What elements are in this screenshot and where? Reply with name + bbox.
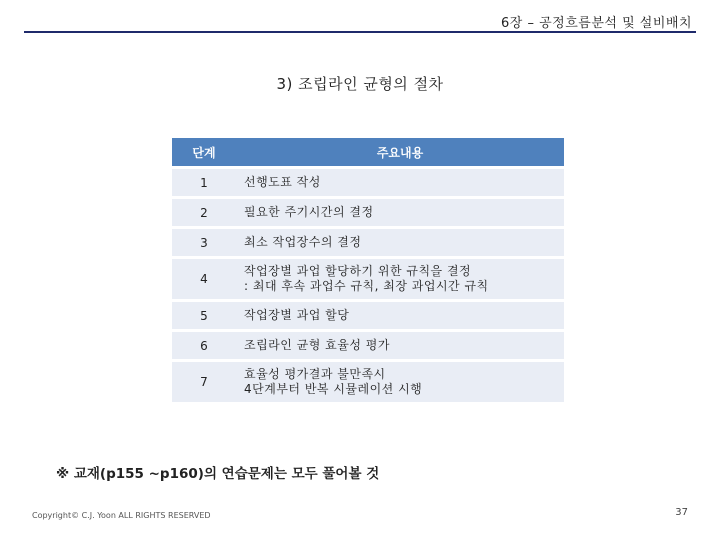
header-divider xyxy=(24,31,696,33)
chapter-title: 6장 – 공정흐름분석 및 설비배치 xyxy=(501,16,692,31)
procedure-table xyxy=(172,135,564,405)
step-content-line: 선행도표 작성 xyxy=(244,175,321,189)
table-row xyxy=(172,259,564,299)
step-content xyxy=(236,362,564,402)
page-number: 37 xyxy=(675,507,688,518)
step-content xyxy=(236,259,564,299)
step-content xyxy=(236,199,564,226)
table-row xyxy=(172,362,564,402)
step-content-line: 작업장별 과업 할당 xyxy=(244,308,350,322)
table-header-row xyxy=(172,138,564,166)
exercise-note: ※ 교재(p155 ~p160)의 연습문제는 모두 풀어볼 것 xyxy=(56,466,380,482)
step-number: 2 xyxy=(172,199,236,226)
step-content-line: 필요한 주기시간의 결정 xyxy=(244,205,374,219)
step-content xyxy=(236,302,564,329)
step-content-line: : 최대 후속 과업수 규칙, 최장 과업시간 규칙 xyxy=(244,279,489,293)
step-number: 6 xyxy=(172,332,236,359)
step-content-line: 최소 작업장수의 결정 xyxy=(244,235,362,249)
step-number: 3 xyxy=(172,229,236,256)
column-header-content: 주요내용 xyxy=(236,138,564,166)
step-content-line: 효율성 평가결과 불만족시 xyxy=(244,367,386,381)
step-content-line: 조립라인 균형 효율성 평가 xyxy=(244,338,390,352)
table-row xyxy=(172,169,564,196)
step-content xyxy=(236,332,564,359)
step-content-line: 작업장별 과업 할당하기 위한 규칙을 결정 xyxy=(244,264,472,278)
step-content-line: 4단계부터 반복 시뮬레이션 시행 xyxy=(244,382,423,396)
step-number: 7 xyxy=(172,362,236,402)
column-header-step: 단계 xyxy=(172,138,236,166)
slide-title: 3) 조립라인 균형의 절차 xyxy=(276,75,444,93)
step-content xyxy=(236,169,564,196)
step-number: 1 xyxy=(172,169,236,196)
table-row xyxy=(172,229,564,256)
copyright-text: Copyright© C.J. Yoon ALL RIGHTS RESERVED xyxy=(32,511,211,520)
step-content xyxy=(236,229,564,256)
step-number: 4 xyxy=(172,259,236,299)
table-row xyxy=(172,302,564,329)
table-row xyxy=(172,332,564,359)
step-number: 5 xyxy=(172,302,236,329)
table-row xyxy=(172,199,564,226)
